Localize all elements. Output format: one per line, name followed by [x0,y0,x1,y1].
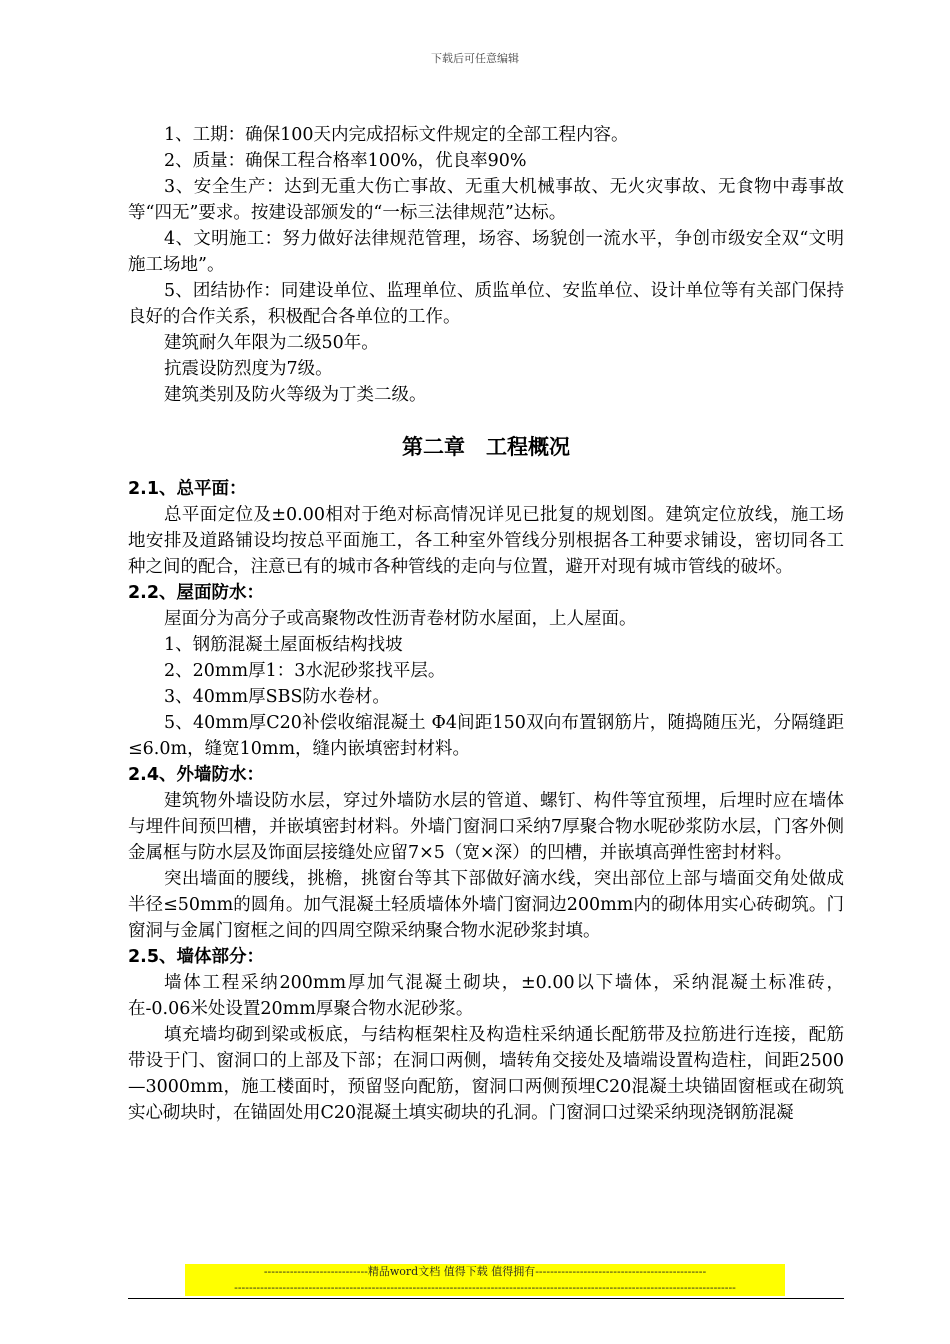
para-safety: 3、安全生产：达到无重大伤亡事故、无重大机械事故、无火灾事故、无食物中毒事故等“四无”要求。按建设部颁发的“一标三法律规范”达标。 [128,177,844,223]
section-2-5-para: 墙体工程采纳200mm厚加气混凝土砌块，±0.00以下墙体，采纳混凝土标准砖，在-0.06米处设置20mm厚聚合物水泥砂浆。 [128,973,844,1019]
section-2-2-para: 5、40mm厚C20补偿收缩混凝土 Φ4间距150双向布置钢筋片，随捣随压光，分隔缝距≤6.0m，缝宽10mm，缝内嵌填密封材料。 [128,713,844,759]
section-title-2-5: 2.5、墙体部分： [128,947,265,967]
para-schedule: 1、工期：确保100天内完成招标文件规定的全部工程内容。 [164,125,629,145]
para-quality: 2、质量：确保工程合格率100%，优良率90% [164,151,527,171]
section-2-2-para: 2、20mm厚1：3水泥砂浆找平层。 [164,661,446,681]
section-2-2-para: 3、40mm厚SBS防水卷材。 [164,687,390,707]
para-cooperation: 5、团结协作：同建设单位、监理单位、质监单位、安监单位、设计单位等有关部门保持良好的合作关系，积极配合各单位的工作。 [128,281,844,327]
section-title-2-2: 2.2、屋面防水： [128,583,265,603]
footer-banner-line1: ----------------------------精品word文档 值得下载 值得拥有---------------------------------------------- [185,1264,785,1280]
section-2-5-para: 填充墙均砌到梁或板底，与结构框架柱及构造柱采纳通长配筋带及拉筋进行连接，配筋带设于门、窗洞口的上部及下部；在洞口两侧，墙转角交接处及墙端设置构造柱，间距2500—3000mm，施工楼面时，预留竖向配筋，窗洞口两侧预埋C20混凝土块锚固窗框或在砌筑实心砌块时，在锚固处用C20混凝土填实砌块的孔洞。门窗洞口过梁采纳现浇钢筋混凝 [128,1025,844,1123]
page-header: 下载后可任意编辑 [431,52,519,65]
chapter-title: 第二章 工程概况 [402,435,570,459]
section-2-1-para: 总平面定位及±0.00相对于绝对标高情况详见已批复的规划图。建筑定位放线，施工场地安排及道路铺设均按总平面施工，各工种室外管线分别根据各工种要求铺设，密切同各工种之间的配合，注意已有的城市各种管线的走向与位置，避开对现有城市管线的破坏。 [128,505,844,577]
para-seismic: 抗震设防烈度为7级。 [164,359,333,379]
section-title-2-4: 2.4、外墙防水： [128,765,265,785]
para-civilized: 4、文明施工：努力做好法律规范管理，场容、场貌创一流水平，争创市级安全双“文明施工场地”。 [128,229,844,275]
document-body [128,122,844,1126]
para-fire: 建筑类别及防火等级为丁类二级。 [164,385,427,405]
para-durability: 建筑耐久年限为二级50年。 [164,333,379,353]
footer-banner-line2: --------------------------------------------------------------------------------------------------------------------------------------- [185,1280,785,1296]
section-2-2-para: 1、钢筋混凝土屋面板结构找坡 [164,635,403,655]
footer-rule [128,1298,844,1299]
section-2-4-para: 突出墙面的腰线，挑檐，挑窗台等其下部做好滴水线，突出部位上部与墙面交角处做成半径≤50mm的圆角。加气混凝土轻质墙体外墙门窗洞边200mm内的砌体用实心砖砌筑。门窗洞与金属门窗框之间的四周空隙采纳聚合物水泥砂浆封填。 [128,869,844,941]
section-title-2-1: 2.1、总平面： [128,479,247,499]
section-2-4-para: 建筑物外墙设防水层，穿过外墙防水层的管道、螺钉、构件等宜预埋，后埋时应在墙体与埋件间预凹槽，并嵌填密封材料。外墙门窗洞口采纳7厚聚合物水呢砂浆防水层，门客外侧金属框与防水层及饰面层接缝处应留7×5（宽×深）的凹槽，并嵌填高弹性密封材料。 [128,791,844,863]
section-2-2-para: 屋面分为高分子或高聚物改性沥青卷材防水屋面，上人屋面。 [164,609,637,629]
